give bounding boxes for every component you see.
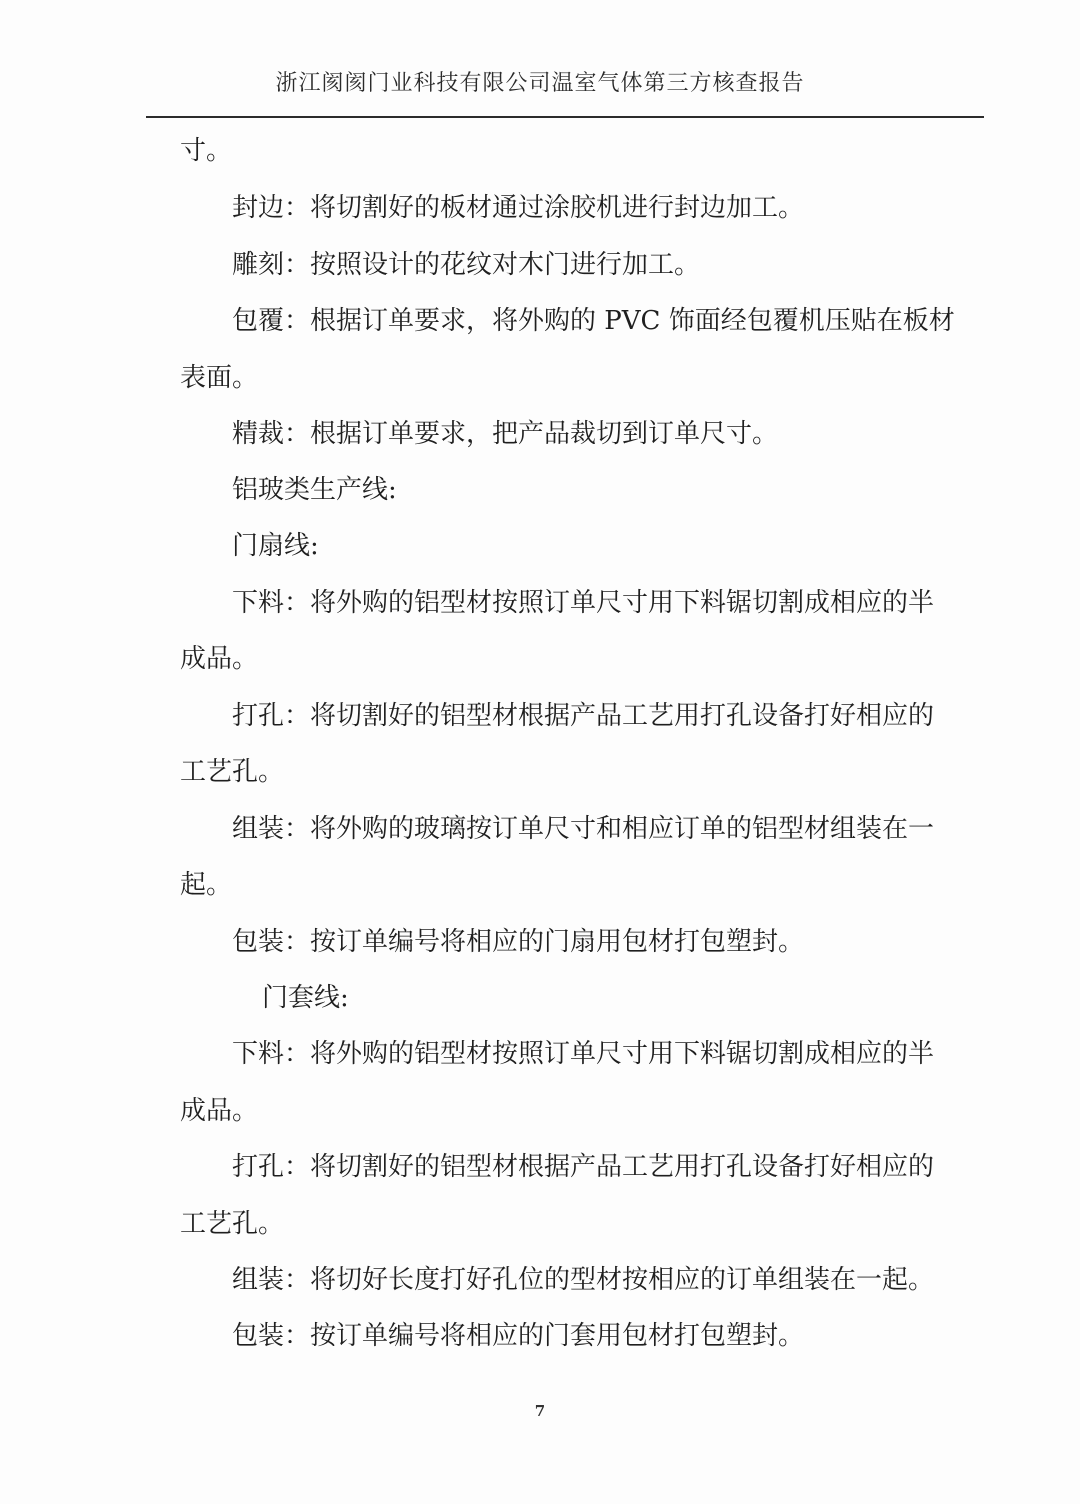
page-number: 7 — [534, 1402, 546, 1420]
text-line: 起。 — [180, 870, 233, 900]
text-line: 下料：将外购的铝型材按照订单尺寸用下料锯切割成相应的半 — [232, 588, 935, 618]
header-divider — [146, 116, 984, 118]
text-line: 精裁：根据订单要求，把产品裁切到订单尺寸。 — [232, 419, 779, 449]
text-line: 工艺孔。 — [180, 757, 285, 787]
text-line: 打孔：将切割好的铝型材根据产品工艺用打孔设备打好相应的 — [232, 701, 935, 731]
section-heading: 铝玻类生产线: — [232, 475, 397, 505]
text-line: 封边：将切割好的板材通过涂胶机进行封边加工。 — [232, 193, 805, 223]
report-header-title: 浙江阂阂门业科技有限公司温室气体第三方核查报告 — [275, 71, 805, 96]
subsection-heading: 门套线: — [262, 983, 349, 1013]
text-line: 下料：将外购的铝型材按照订单尺寸用下料锯切割成相应的半 — [232, 1039, 935, 1069]
text-line: 包装：按订单编号将相应的门套用包材打包塑封。 — [232, 1321, 805, 1351]
text-line: 打孔：将切割好的铝型材根据产品工艺用打孔设备打好相应的 — [232, 1152, 935, 1182]
text-line: 寸。 — [180, 136, 233, 166]
text-line: 包覆：根据订单要求，将外购的 PVC 饰面经包覆机压贴在板材 — [232, 306, 955, 336]
text-line: 雕刻：按照设计的花纹对木门进行加工。 — [232, 250, 701, 280]
text-line: 工艺孔。 — [180, 1209, 285, 1239]
subsection-heading: 门扇线: — [232, 531, 319, 561]
text-line: 表面。 — [180, 363, 259, 393]
text-line: 包装：按订单编号将相应的门扇用包材打包塑封。 — [232, 927, 805, 957]
text-line: 成品。 — [180, 644, 259, 674]
text-line: 成品。 — [180, 1096, 259, 1126]
text-line: 组装：将外购的玻璃按订单尺寸和相应订单的铝型材组装在一 — [232, 814, 935, 844]
text-line: 组装：将切好长度打好孔位的型材按相应的订单组装在一起。 — [232, 1265, 935, 1295]
